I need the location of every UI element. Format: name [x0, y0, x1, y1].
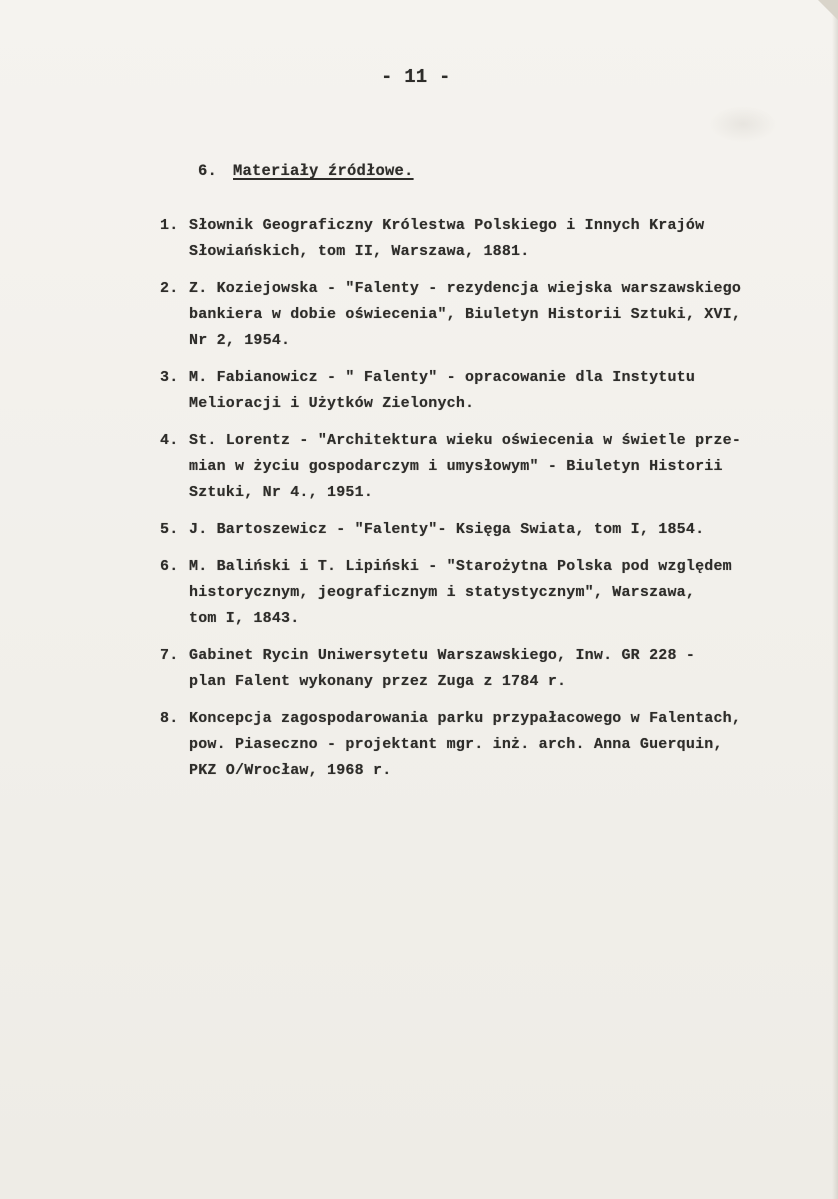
reference-text-line: M. Fabianowicz - " Falenty" - opracowanie dla Instytutu [189, 369, 696, 386]
reference-text-line: PKZ O/Wrocław, 1968 r. [189, 762, 392, 779]
reference-text-line: tom I, 1843. [189, 610, 300, 627]
reference-text-line: pow. Piaseczno - projektant mgr. inż. arch. Anna Guerquin, [189, 736, 723, 753]
reference-item [160, 213, 828, 265]
reference-number: 8. [160, 710, 179, 727]
section-title: Materiały źródłowe. [233, 162, 414, 180]
reference-item [160, 706, 828, 784]
reference-text-line: Gabinet Rycin Uniwersytetu Warszawskiego, Inw. GR 228 - [189, 647, 696, 664]
section-heading [160, 144, 414, 198]
reference-text-line: Słowiańskich, tom II, Warszawa, 1881. [189, 243, 530, 260]
reference-text-line: Koncepcja zagospodarowania parku przypałacowego w Falentach, [189, 710, 742, 727]
reference-number: 5. [160, 521, 179, 538]
reference-number: 3. [160, 369, 179, 386]
reference-text-line: mian w życiu gospodarczym i umysłowym" - Biuletyn Historii [189, 458, 723, 475]
reference-item [160, 276, 828, 354]
reference-text-line: historycznym, jeograficznym i statystycznym", Warszawa, [189, 584, 696, 601]
reference-item [160, 554, 828, 632]
reference-number: 1. [160, 217, 179, 234]
reference-number: 7. [160, 647, 179, 664]
reference-text-line: Nr 2, 1954. [189, 332, 291, 349]
reference-text-line: Z. Koziejowska - "Falenty - rezydencja wiejska warszawskiego [189, 280, 742, 297]
paper-smudge [708, 105, 778, 143]
page-corner-fold [816, 0, 838, 22]
reference-item [160, 365, 828, 417]
reference-text-line: Słownik Geograficzny Królestwa Polskiego i Innych Krajów [189, 217, 705, 234]
reference-text-line: M. Baliński i T. Lipiński - "Starożytna Polska pod względem [189, 558, 732, 575]
reference-list [160, 213, 828, 795]
reference-text-line: J. Bartoszewicz - "Falenty"- Księga Swiata, tom I, 1854. [189, 521, 705, 538]
page-number: - 11 - [381, 66, 451, 88]
reference-item [160, 428, 828, 506]
reference-number: 4. [160, 432, 179, 449]
reference-text-line: plan Falent wykonany przez Zuga z 1784 r. [189, 673, 567, 690]
reference-number: 2. [160, 280, 179, 297]
reference-number: 6. [160, 558, 179, 575]
reference-text-line: Sztuki, Nr 4., 1951. [189, 484, 374, 501]
reference-item [160, 517, 828, 543]
reference-text-line: bankiera w dobie oświecenia", Biuletyn Historii Sztuki, XVI, [189, 306, 742, 323]
reference-text-line: Melioracji i Użytków Zielonych. [189, 395, 475, 412]
reference-text-line: St. Lorentz - "Architektura wieku oświecenia w świetle prze- [189, 432, 742, 449]
page-edge-shadow [832, 0, 838, 1199]
section-number: 6. [198, 162, 218, 180]
reference-item [160, 643, 828, 695]
